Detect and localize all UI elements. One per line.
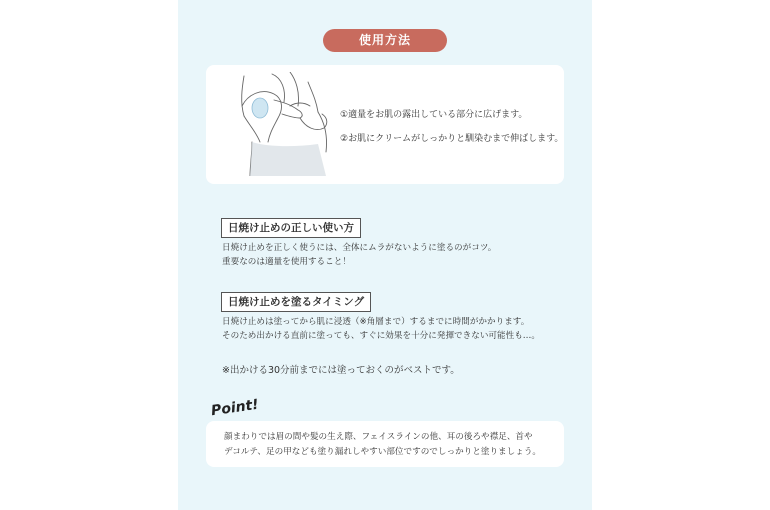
body-line: そのため出かける直前に塗っても、すぐに効果を十分に発揮できない可能性も…。	[222, 331, 540, 341]
point-body	[224, 430, 541, 460]
point-line: 顔まわりでは眉の間や髪の生え際、フェイスラインの他、耳の後ろや襟足、首や	[224, 432, 533, 442]
woman-applying-cream-illustration	[230, 72, 340, 176]
point-line: デコルテ、足の甲なども塗り漏れしやすい部位ですのでしっかりと塗りましょう。	[224, 447, 542, 457]
step-1: ①適量をお肌の露出している部分に広げます。	[340, 110, 528, 120]
section-heading-timing: 日焼け止めを塗るタイミング	[221, 292, 371, 312]
body-line: 重要なのは適量を使用すること！	[222, 257, 351, 267]
body-line: 日焼け止めを正しく使うには、全体にムラがないように塗るのがコツ。	[222, 243, 497, 253]
section-heading-correct-use: 日焼け止めの正しい使い方	[221, 218, 361, 238]
timing-note: ※出かける30分前までには塗っておくのがベストです。	[222, 365, 460, 376]
step-2: ②お肌にクリームがしっかりと馴染むまで伸ばします。	[340, 134, 564, 144]
body-line: 日焼け止めは塗ってから肌に浸透（※角層まで）するまでに時間がかかります。	[222, 317, 530, 327]
section-body-correct-use	[222, 241, 496, 269]
point-label: Point!	[210, 396, 260, 420]
section-body-timing	[222, 315, 540, 343]
section-title: 使用方法	[323, 29, 447, 52]
